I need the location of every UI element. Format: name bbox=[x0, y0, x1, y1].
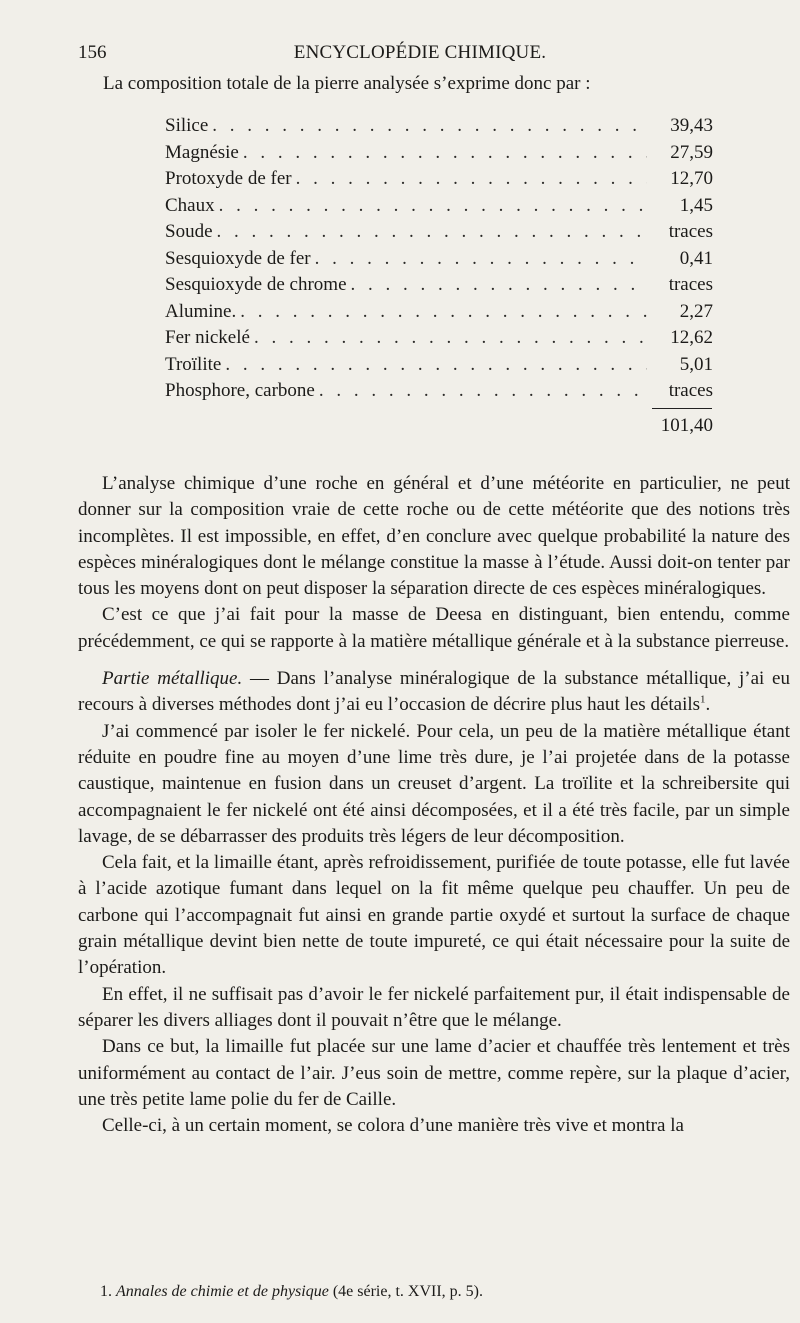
composition-row bbox=[165, 352, 713, 379]
leader-dots bbox=[296, 166, 647, 193]
composition-row bbox=[165, 113, 713, 140]
paragraph-end: . bbox=[705, 694, 711, 716]
paragraph: Celle-ci, à un certain moment, se colora d’une manière très vive et montra la bbox=[102, 1115, 684, 1137]
leader-dots bbox=[212, 113, 647, 140]
intro-line: La composition totale de la pierre analysée s’exprime donc par : bbox=[103, 73, 591, 94]
composition-row bbox=[165, 246, 713, 273]
component-value: traces bbox=[668, 221, 713, 242]
footnote-ref: 1 bbox=[700, 694, 706, 707]
component-name: Protoxyde de fer bbox=[165, 168, 292, 189]
component-name: Phosphore, carbone bbox=[165, 380, 315, 401]
component-name: Magnésie bbox=[165, 141, 239, 163]
component-value: 12,62 bbox=[670, 327, 713, 348]
leader-dots bbox=[254, 325, 647, 352]
footnote-details: (4e série, t. XVII, p. 5). bbox=[332, 1283, 483, 1300]
composition-row bbox=[165, 325, 713, 352]
component-name: Fer nickelé bbox=[165, 327, 250, 348]
leader-dots bbox=[217, 219, 648, 246]
component-value: 0,41 bbox=[679, 247, 713, 269]
leader-dots bbox=[315, 246, 647, 273]
component-name: Silice bbox=[165, 115, 209, 136]
leader-dots bbox=[243, 140, 647, 167]
paragraph: C’est ce que j’ai fait pour la masse de Deesa en distinguant, bien entendu, comme précédemment, ce qui se rapporte à la matière métallique générale et à la substance pierreuse. bbox=[78, 604, 790, 652]
component-value: 5,01 bbox=[679, 353, 713, 375]
paragraph-text: — Dans l’analyse minéralogique de la substance métallique, j’ai eu recours à diverses méthodes dont j’ai eu l’occasion de décrire plus haut les détails bbox=[78, 668, 790, 716]
composition-row bbox=[165, 140, 713, 167]
composition-row bbox=[165, 166, 713, 193]
footnote bbox=[100, 1283, 483, 1301]
running-title: ENCYCLOPÉDIE CHIMIQUE. bbox=[293, 42, 547, 63]
page-number: 156 bbox=[78, 42, 107, 63]
leader-dots bbox=[319, 378, 647, 405]
component-value: 1,45 bbox=[679, 194, 713, 216]
paragraph: J’ai commencé par isoler le fer nickelé. Pour cela, un peu de la matière métallique étant réduite en poudre fine au moyen d’une lime très dure, je l’ai projetée dans de la potasse caustique, maintenue en fusion dans un creuset d’argent. La troïlite et la schreibersite qui accompagnaient le fer nickelé ont été ainsi décomposées, et il a été très facile, par un simple lavage, de se débarrasser des produits très légers de leur décomposition. bbox=[78, 720, 790, 847]
composition-row bbox=[165, 272, 713, 299]
paragraph: L’analyse chimique d’une roche en général et d’une météorite en particulier, ne peut donner sur la composition vraie de cette roche ou de cette météorite que des notions très incomplètes. Il est impossible, en effet, d’en conclure avec quelque probabilité la nature des espèces minéralogiques dont le mélange constitue la masse à l’étude. Aussi doit-on tenter par tous les moyens dont on peut disposer la séparation directe de ces espèces minéralogiques. bbox=[78, 473, 790, 600]
paragraph: En effet, il ne suffisait pas d’avoir le fer nickelé parfaitement pur, il était indispensable de séparer les divers alliages dont il pouvait n’être que le mélange. bbox=[78, 983, 790, 1031]
component-name: Sesquioxyde de chrome bbox=[165, 274, 347, 295]
leader-dots bbox=[219, 193, 647, 220]
composition-total: 101,40 bbox=[660, 415, 713, 436]
composition-row bbox=[165, 193, 713, 220]
composition-row bbox=[165, 378, 713, 405]
body-text bbox=[78, 460, 790, 1139]
paragraph: Dans ce but, la limaille fut placée sur une lame d’acier et chauffée très lentement et très uniformément au contact de l’air. J’eus soin de mettre, comme repère, sur la plaque d’acier, une très petite lame polie du fer de Caille. bbox=[78, 1036, 790, 1110]
paragraph: Cela fait, et la limaille étant, après refroidissement, purifiée de toute potasse, elle fut lavée à l’acide azotique fumant dans lequel on la fit même quelque peu chauffer. Un peu de carbone qui l’accompagnait fut ainsi en grande partie oxydé et surtout la surface de chaque grain métallique devint bien nette de toute impureté, ce qui était nécessaire pour la suite de l’opération. bbox=[78, 852, 790, 979]
total-rule bbox=[652, 408, 712, 409]
component-name: Soude bbox=[165, 221, 213, 242]
component-value: 2,27 bbox=[679, 300, 713, 322]
component-value: 27,59 bbox=[670, 141, 713, 163]
composition-row bbox=[165, 299, 713, 326]
leader-dots bbox=[225, 352, 647, 379]
component-name: Chaux bbox=[165, 194, 215, 216]
leader-dots bbox=[240, 299, 647, 326]
composition-row bbox=[165, 219, 713, 246]
footnote-title: Annales de chimie et de physique bbox=[116, 1283, 329, 1300]
section-heading: Partie métallique. bbox=[102, 668, 243, 690]
component-name: Troïlite bbox=[165, 353, 222, 375]
component-value: 39,43 bbox=[670, 115, 713, 136]
component-value: traces bbox=[668, 274, 713, 295]
page-header bbox=[70, 42, 790, 66]
composition-table bbox=[165, 113, 713, 405]
paragraph bbox=[78, 666, 790, 719]
component-value: 12,70 bbox=[670, 168, 713, 189]
component-name: Alumine. bbox=[165, 300, 237, 322]
leader-dots bbox=[351, 272, 647, 299]
footnote-number: 1. bbox=[100, 1283, 112, 1300]
component-name: Sesquioxyde de fer bbox=[165, 247, 311, 269]
component-value: traces bbox=[668, 380, 713, 401]
